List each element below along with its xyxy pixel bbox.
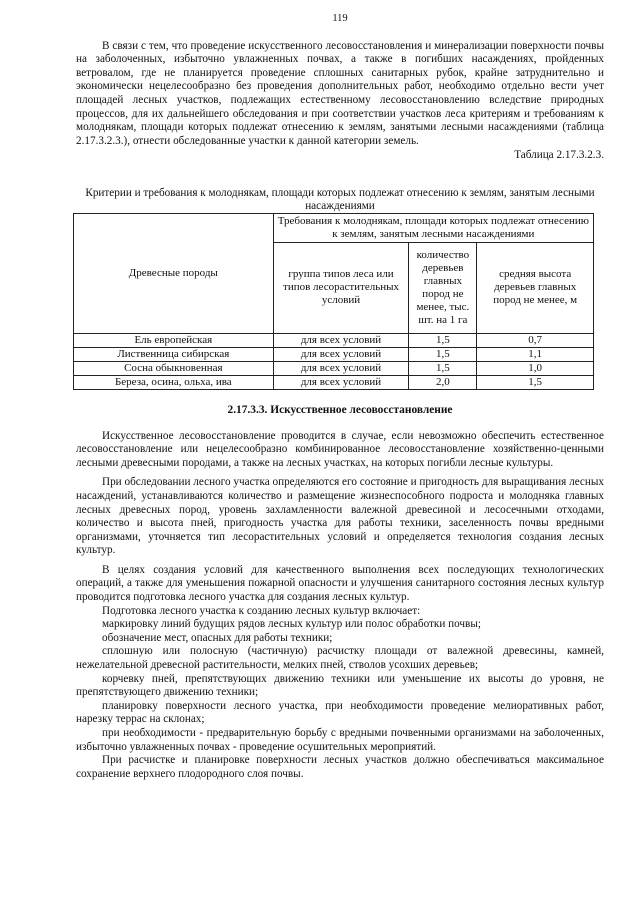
cell-count: 1,5 [409, 333, 477, 347]
cell-species: Береза, осина, ольха, ива [74, 375, 274, 389]
table-label: Таблица 2.17.3.2.3. [514, 149, 604, 162]
cell-conditions: для всех условий [273, 333, 409, 347]
cell-conditions: для всех условий [273, 361, 409, 375]
cell-count: 1,5 [409, 347, 477, 361]
intro-paragraph: В связи с тем, что проведение искусственного лесовосстановления и минерализации поверхности почвы на заболоченных, избыточно увлажненных почвах, а также в погибших насаждениях, пройденных ветровалом, где не планируется проведение сплошных санитарных рубок, крайне затруднительно и экономически нецелесообразно без проведения дополнительных работ, необходимо отдельно вести учет площадей лесных участков, подлежащих естественному лесовосстановлению вследствие природных процессов, для их дальнейшего обследования и при соответствии участков леса критериям и требованиям к молоднякам, площади которых подлежат отнесению к землям, занятыми лесными насаждениями (таблица 2.17.3.2.3.), отнести обследованные участки к данной категории земель. [76, 39, 604, 147]
list-item: обозначение мест, опасных для работы техники; [102, 631, 333, 644]
cell-height: 1,1 [477, 347, 594, 361]
table-row [74, 333, 594, 347]
page-number: 119 [332, 13, 348, 24]
cell-count: 2,0 [409, 375, 477, 389]
list-item: маркировку линий будущих рядов лесных культур или полос обработки почвы; [102, 618, 481, 631]
paragraph: В целях создания условий для качественного выполнения всех последующих технологических операций, а также для уменьшения пожарной опасности и улучшения санитарного состояния лесных культур проводится подготовка лесного участка для создания лесных культур. [76, 563, 604, 604]
cell-species: Лиственница сибирская [74, 347, 274, 361]
cell-species: Ель европейская [74, 333, 274, 347]
cell-height: 1,0 [477, 361, 594, 375]
table-row [74, 375, 594, 389]
paragraph: При расчистке и планировке поверхности лесных участков должно обеспечиваться максимальное сохранение верхнего плодородного слоя почвы. [76, 754, 604, 780]
list-item: корчевку пней, препятствующих движению техники или уменьшение их высоты до уровня, не препятствующего движению техники; [76, 672, 604, 699]
section-title: 2.17.3.3. Искусственное лесовосстановление [227, 403, 453, 416]
list-item: планировку поверхности лесного участка, при необходимости проведение мелиоративных работ, нарезку террас на склонах; [76, 699, 604, 726]
criteria-table [73, 213, 594, 390]
table-title: Критерии и требования к молоднякам, площади которых подлежат отнесению к землям, занятым лесными насаждениями [85, 186, 595, 212]
list-item: при необходимости - предварительную борьбу с вредными почвенными организмами на заболоченных, избыточно увлажненных почвах - проведение осушительных мероприятий. [76, 727, 604, 753]
cell-height: 1,5 [477, 375, 594, 389]
cell-height: 0,7 [477, 333, 594, 347]
cell-count: 1,5 [409, 361, 477, 375]
header-forest-type: группа типов леса или типов лесорастительных условий [273, 242, 409, 333]
cell-conditions: для всех условий [273, 347, 409, 361]
header-tree-count: количество деревьев главных пород не менее, тыс. шт. на 1 га [409, 242, 477, 333]
header-species: Древесные породы [74, 213, 274, 333]
header-height: средняя высота деревьев главных пород не менее, м [477, 242, 594, 333]
table-row [74, 347, 594, 361]
cell-species: Сосна обыкновенная [74, 361, 274, 375]
paragraph: Подготовка лесного участка к созданию лесных культур включает: [102, 604, 421, 617]
list-item: сплошную или полосную (частичную) расчистку площади от валежной древесины, камней, нежелательной древесной растительности, мелких пней, стволов усохших деревьев; [76, 645, 604, 672]
document-page [76, 12, 604, 781]
table-row [74, 361, 594, 375]
paragraph: При обследовании лесного участка определяются его состояние и пригодность для выращивания лесных насаждений, устанавливаются количество и размещение жизнеспособного подроста и молодняка главных лесных древесных пород, уровень захламленности валежной древесиной и лесосечными отходами, количество и высота пней, пригодность участка для работы техники, заселенность почвы вредными организмами, уточняется тип лесорастительных условий и определяется технология создания лесных культур. [76, 476, 604, 557]
header-requirements: Требования к молоднякам, площади которых подлежат отнесению к землям, занятым лесными насаждениями [273, 213, 593, 242]
paragraph: Искусственное лесовосстановление проводится в случае, если невозможно обеспечить естественное лесовосстановление или нецелесообразно комбинированное лесовосстановление хозяйственно-ценными лесными древесными породами, а также на лесных участках, на которых погибли лесные культуры. [76, 429, 604, 469]
cell-conditions: для всех условий [273, 375, 409, 389]
